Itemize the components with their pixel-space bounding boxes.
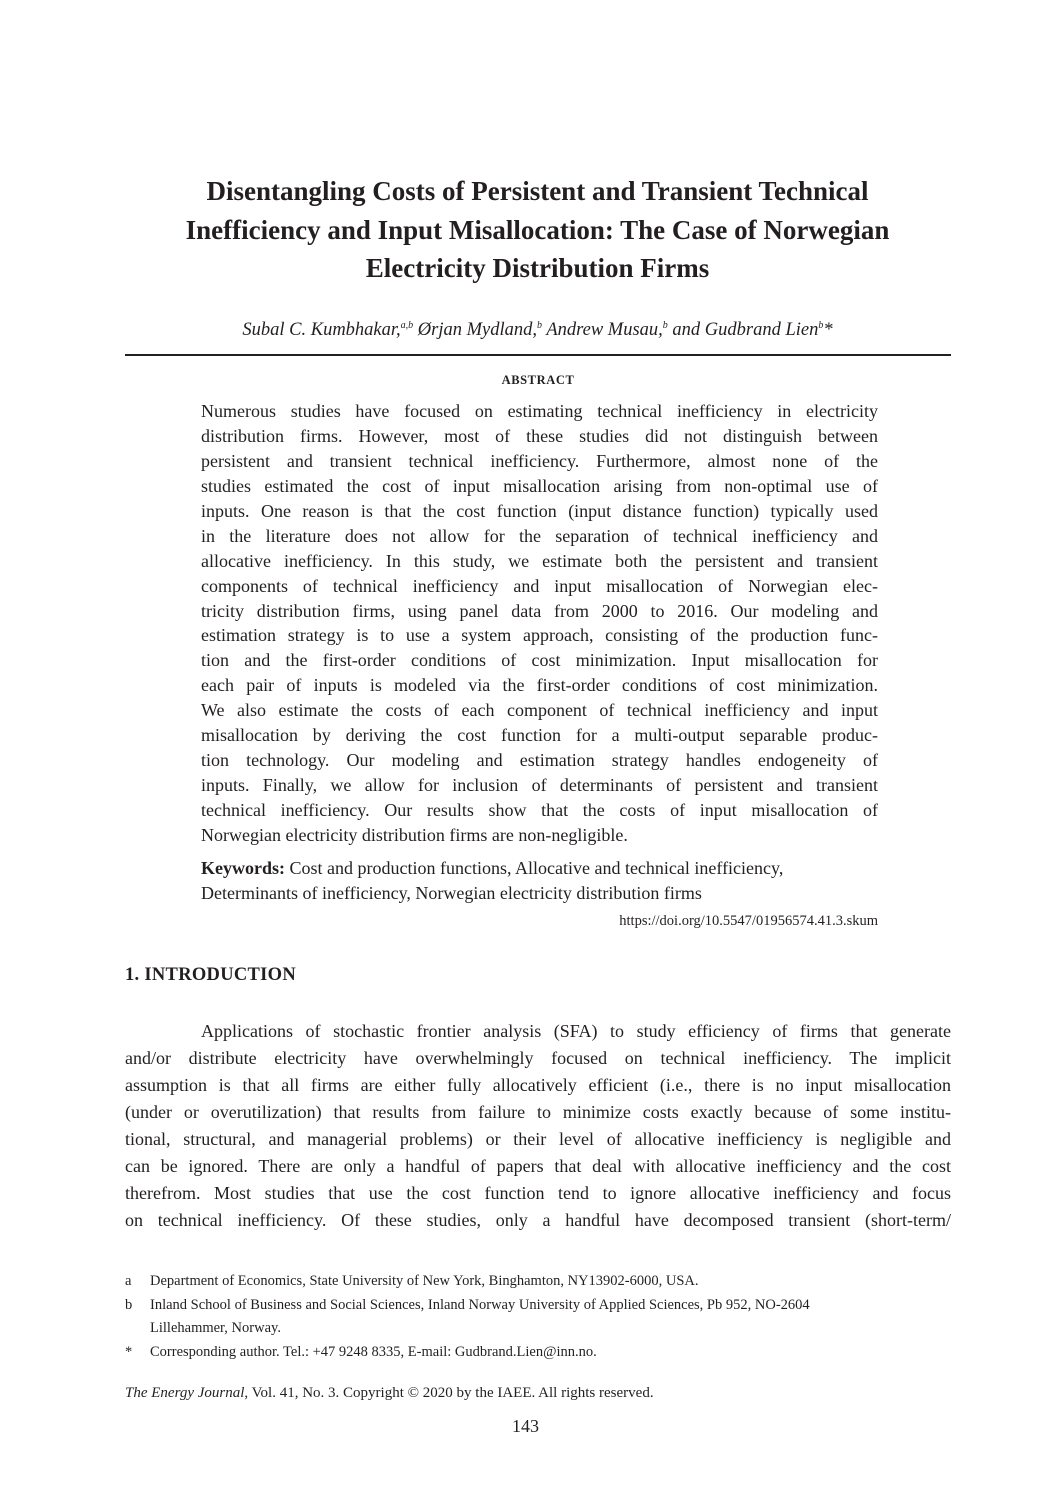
intro-line: therefrom. Most studies that use the cost function tend to ignore allocative inefficiency and focus xyxy=(125,1183,951,1203)
intro-line: tional, structural, and managerial problems) or their level of allocative inefficiency is negligible and xyxy=(125,1129,951,1149)
abstract-line: in the literature does not allow for the separation of technical inefficiency and xyxy=(201,525,878,546)
abstract-heading: ABSTRACT xyxy=(501,373,575,387)
abstract-line: each pair of inputs is modeled via the first-order conditions of cost minimization. xyxy=(201,675,878,696)
author-affiliation-mark: b xyxy=(537,320,543,331)
page-number: 143 xyxy=(512,1416,539,1436)
footnote-text: Inland School of Business and Social Sciences, Inland Norway University of Applied Sciences, Pb 952, NO-2604 xyxy=(150,1296,810,1313)
abstract-line: inputs. One reason is that the cost function (input distance function) typically used xyxy=(201,500,878,521)
author-affiliation-mark: a,b xyxy=(400,320,414,331)
footnote xyxy=(125,1294,951,1341)
abstract-line: Norwegian electricity distribution firms are non-negligible. xyxy=(201,824,628,845)
keywords-text: Cost and production functions, Allocative and technical inefficiency, xyxy=(285,858,784,878)
footnote xyxy=(125,1270,951,1294)
abstract-line: tricity distribution firms, using panel data from 2000 to 2016. Our modeling and xyxy=(201,600,878,621)
abstract-line: studies estimated the cost of input misallocation arising from non-optimal use of xyxy=(201,475,878,496)
author-name: Subal C. Kumbhakar, xyxy=(242,320,401,340)
footnote-mark: a xyxy=(125,1273,132,1289)
keywords-line: Determinants of inefficiency, Norwegian electricity distribution firms xyxy=(201,883,702,903)
abstract-line: tion technology. Our modeling and estimation strategy handles endogeneity of xyxy=(201,750,878,771)
footnotes xyxy=(125,1270,951,1364)
abstract-line: allocative inefficiency. In this study, we estimate both the persistent and transient xyxy=(201,550,878,571)
abstract-line: distribution firms. However, most of these studies did not distinguish between xyxy=(201,425,878,446)
abstract-line: components of technical inefficiency and input misallocation of Norwegian elec- xyxy=(201,575,878,596)
author-name: Ørjan Mydland, xyxy=(417,320,538,340)
intro-line: can be ignored. There are only a handful of papers that deal with allocative inefficiency and the cost xyxy=(125,1156,951,1176)
author-list xyxy=(125,317,950,343)
footnote-mark: b xyxy=(125,1296,133,1313)
corresponding-author-mark: * xyxy=(823,320,833,340)
abstract-line: technical inefficiency. Our results show that the costs of input misallocation of xyxy=(201,800,878,820)
abstract-body xyxy=(201,399,878,848)
author-name: and Gudbrand Lien xyxy=(672,320,819,340)
abstract-line: Numerous studies have focused on estimating technical inefficiency in electricity xyxy=(201,401,878,421)
keywords-block xyxy=(201,856,878,906)
abstract-line: inputs. Finally, we allow for inclusion of determinants of persistent and transient xyxy=(201,775,878,796)
intro-line: on technical inefficiency. Of these studies, only a handful have decomposed transient (short-term/ xyxy=(125,1210,951,1230)
keywords-line xyxy=(201,856,878,881)
abstract-line: estimation strategy is to use a system approach, consisting of the production func- xyxy=(201,625,878,646)
footnote-text: Corresponding author. Tel.: +47 9248 8335, E-mail: Gudbrand.Lien@inn.no. xyxy=(150,1343,597,1360)
title-line: Disentangling Costs of Persistent and Transient Technical xyxy=(206,176,869,206)
footnote-text: Department of Economics, State University of New York, Binghamton, NY13902-6000, USA. xyxy=(150,1273,699,1289)
doi-link[interactable]: https://doi.org/10.5547/01956574.41.3.skum xyxy=(619,913,878,929)
paper-title xyxy=(125,172,950,288)
journal-citation xyxy=(125,1385,654,1402)
author-affiliation-mark: b xyxy=(818,320,824,331)
abstract-line: misallocation by deriving the cost function for a multi-output separable produc- xyxy=(201,725,878,746)
author-name: Andrew Musau, xyxy=(546,320,663,340)
intro-line: and/or distribute electricity have overwhelmingly focused on technical inefficiency. The implicit xyxy=(125,1048,951,1068)
section-heading: 1. INTRODUCTION xyxy=(125,965,297,985)
intro-line: assumption is that all firms are either fully allocatively efficient (i.e., there is no input misallocation xyxy=(125,1075,951,1095)
abstract-line: tion and the first-order conditions of cost minimization. Input misallocation for xyxy=(201,650,878,671)
intro-line: Applications of stochastic frontier analysis (SFA) to study efficiency of firms that generate xyxy=(201,1021,951,1041)
abstract-line: We also estimate the costs of each component of technical inefficiency and input xyxy=(201,700,878,721)
footnote-mark: * xyxy=(125,1343,133,1360)
journal-name: The Energy Journal xyxy=(125,1385,245,1401)
keywords-label: Keywords: xyxy=(201,858,285,878)
journal-details: , Vol. 41, No. 3. Copyright © 2020 by the IAEE. All rights reserved. xyxy=(244,1385,654,1401)
introduction-body xyxy=(125,1018,951,1234)
footnote xyxy=(125,1341,951,1365)
intro-line: (under or overutilization) that results from failure to minimize costs exactly because of some institu- xyxy=(125,1102,951,1122)
title-line: Electricity Distribution Firms xyxy=(365,253,710,283)
abstract-line: persistent and transient technical inefficiency. Furthermore, almost none of the xyxy=(201,450,878,471)
footnote-text: Lillehammer, Norway. xyxy=(150,1320,281,1336)
header-rule xyxy=(125,354,951,356)
title-line: Inefficiency and Input Misallocation: The Case of Norwegian xyxy=(185,214,890,245)
author-affiliation-mark: b xyxy=(662,320,668,331)
